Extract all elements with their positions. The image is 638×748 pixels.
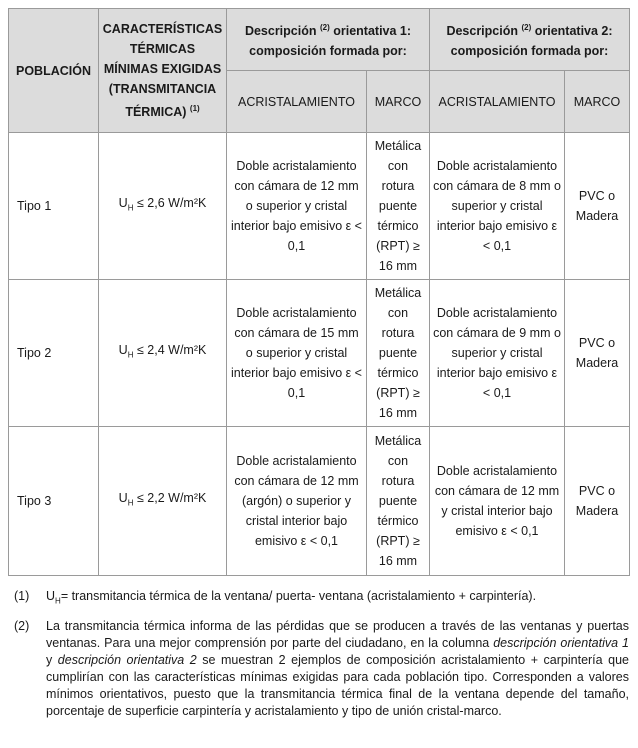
header-caracteristicas-footnote: (1) (189, 103, 200, 113)
footnote-2-em-1: descripción orientativa 1 (493, 635, 629, 650)
footnote-number: (1) (14, 589, 30, 603)
cell-transmitancia (99, 427, 227, 576)
header-acristalamiento-2: ACRISTALAMIENTO (430, 71, 565, 133)
cell-poblacion: Tipo 1 (9, 133, 99, 280)
footnote-u-symbol: U (46, 589, 56, 603)
header-poblacion: POBLACIÓN (9, 9, 99, 133)
u-symbol: U (118, 196, 128, 211)
header-descripcion-2 (430, 9, 630, 71)
cell-acristalamiento-1: Doble acristalamiento con cámara de 12 mm (argón) o superior y cristal interior bajo emisivo ε < 0,1 (227, 427, 367, 576)
cell-marco-1: Metálica con rotura puente térmico (RPT) ≥ 16 mm (367, 427, 430, 576)
cell-acristalamiento-2: Doble acristalamiento con cámara de 9 mm o superior y cristal interior bajo emisivo ε < 0,1 (430, 280, 565, 427)
u-symbol: U (118, 491, 128, 506)
cell-marco-2: PVC o Madera (565, 427, 630, 576)
footnotes (8, 588, 629, 728)
header-desc1-b: orientativa 1: composición formada por: (249, 24, 412, 59)
u-subscript: H (127, 350, 134, 360)
header-caracteristicas-text: CARACTERÍSTICAS TÉRMICAS MÍNIMAS EXIGIDAS (TRANSMITANCIA TÉRMICA) (102, 21, 223, 120)
footnote-2-body-a: La transmitancia térmica informa de las pérdidas que se producen a través de las ventanas y puertas ventanas. Para una mejor comprensión por parte del ciudadano, en la columna (46, 618, 629, 650)
header-acristalamiento-1: ACRISTALAMIENTO (227, 71, 367, 133)
header-marco-1: MARCO (367, 71, 430, 133)
cell-marco-1: Metálica con rotura puente térmico (RPT) ≥ 16 mm (367, 280, 430, 427)
table-row (9, 280, 630, 427)
header-desc1-a: Descripción (244, 24, 317, 39)
u-symbol: U (118, 343, 128, 358)
footnote-number: (2) (14, 618, 30, 633)
footnote-1 (8, 588, 629, 610)
cell-acristalamiento-2: Doble acristalamiento con cámara de 12 mm y cristal interior bajo emisivo ε < 0,1 (430, 427, 565, 576)
cell-acristalamiento-2: Doble acristalamiento con cámara de 8 mm o superior y cristal interior bajo emisivo ε < 0,1 (430, 133, 565, 280)
cell-acristalamiento-1: Doble acristalamiento con cámara de 12 mm o superior y cristal interior bajo emisivo ε < 0,1 (227, 133, 367, 280)
table-row (9, 133, 630, 280)
transmittance-table (8, 8, 630, 576)
footnote-2-body-b: y (46, 652, 58, 667)
u-value: ≤ 2,4 W/m²K (133, 343, 207, 358)
footnote-2-body-c: se muestran 2 ejemplos de composición acristalamiento + carpintería que cumplirían con las características mínimas exigidas para cada población tipo. Corresponden a valores mínimos orientativos, puesto que la transmitancia térmica final de la ventana depende del tamaño, porcentaje de superficie carpintería y acristalamiento y tipo de unión cristal-marco. (46, 652, 630, 718)
cell-transmitancia (99, 133, 227, 280)
cell-marco-2: PVC o Madera (565, 280, 630, 427)
header-descripcion-1 (227, 9, 430, 71)
cell-transmitancia (99, 280, 227, 427)
cell-acristalamiento-1: Doble acristalamiento con cámara de 15 mm o superior y cristal interior bajo emisivo ε < 0,1 (227, 280, 367, 427)
header-desc2-b: orientativa 2: composición formada por: (450, 24, 613, 59)
header-desc2-footnote: (2) (521, 22, 532, 32)
footnote-2 (8, 618, 629, 720)
cell-poblacion: Tipo 3 (9, 427, 99, 576)
footnote-1-body: = transmitancia térmica de la ventana/ puerta- ventana (acristalamiento + carpintería). (60, 589, 537, 603)
header-caracteristicas (99, 9, 227, 133)
u-value: ≤ 2,6 W/m²K (133, 196, 207, 211)
header-marco-2: MARCO (565, 71, 630, 133)
footnote-text (46, 618, 629, 720)
footnote-2-em-2: descripción orientativa 2 (57, 652, 197, 667)
footnote-u-subscript: H (55, 596, 61, 606)
cell-poblacion: Tipo 2 (9, 280, 99, 427)
cell-marco-2: PVC o Madera (565, 133, 630, 280)
u-subscript: H (127, 498, 134, 508)
u-value: ≤ 2,2 W/m²K (133, 491, 207, 506)
u-subscript: H (127, 203, 134, 213)
header-desc2-a: Descripción (446, 24, 518, 39)
header-desc1-footnote: (2) (319, 22, 330, 32)
cell-marco-1: Metálica con rotura puente térmico (RPT) ≥ 16 mm (367, 133, 430, 280)
footnote-text (46, 588, 629, 610)
table-row (9, 427, 630, 576)
